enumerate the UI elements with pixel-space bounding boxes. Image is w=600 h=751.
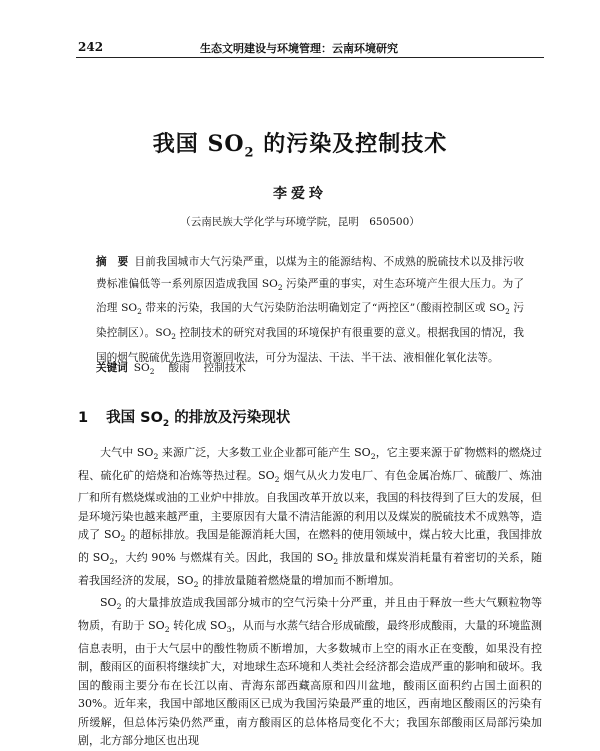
keywords-label: 关键词 [96,362,128,374]
header-rule [76,57,544,58]
author: 李爱玲 [273,186,327,202]
running-head: 生态文明建设与环境管理：云南环境研究 [200,42,398,55]
keyword-so2: $SO_2$ [133,362,155,377]
keywords [96,360,260,376]
keyword-control-tech: 控制技术 [203,362,247,374]
paragraph-2: $SO_2$ 的大量排放造成我国部分城市的空气污染十分严重，并且由于释放一些大气颗粒物等物质，有助于 $SO_2$ 转化成 $SO_3$，从而与水蒸气结合形成硫酸，最终形成酸雨，大量的环境监测信息表明，由于大气层中的酸性物质不断增加，大多数城市上空的雨水正在变酸，如果没有控制，酸雨区的面积将继续扩大，对地球生态环境和人类社会经济都会造成严重的影响和破坏。我国的酸雨主要分布在长江以南、青海东部西藏高原和四川盆地，酸雨区面积约占国土面积的 30%。近年来，我国中部地区酸雨区已成为我国污染最严重的地区，西南地区酸雨区的污染有所缓解，但总体污染仍然严重，南方酸雨区的总体格局变化不大；我国东部酸雨区局部污染加剧，北方部分地区也出现 [78,596,543,748]
keyword-acid-rain: 酸雨 [168,362,190,374]
paper-title: 我国 $SO_2$ 的污染及控制技术 [152,131,448,161]
section-number: 1 [78,410,89,426]
abstract-label: 摘 要 [96,256,129,268]
paragraph-1: 大气中 $SO_2$ 来源广泛，大多数工业企业都可能产生 $SO_2$，它主要来源于矿物燃料的燃烧过程、硫化矿的焙烧和冶炼等热过程。$SO_2$ 烟气从火力发电厂、有色金属冶炼厂、硫酸厂、炼油厂和所有燃烧煤或油的工业炉中排放。自我国改革开放以来，我国的科技得到了巨大的发展，但是环境污染也越来越严重，主要原因有大量不清洁能源的利用以及煤炭的脱硫技术不成熟等，造成了 $SO_2$ 的超标排放。我国是能源消耗大国，在燃料的使用领域中，煤占较大比重，我国排放的 $SO_2$，大约 90% 与燃煤有关。因此，我国的 $SO_2$ 排放量和煤炭消耗量有着密切的关系，随着我国经济的发展，$SO_2$ 的排放量随着燃烧量的增加而不断增加。 [78,446,543,589]
abstract: 摘 要 目前我国城市大气污染严重，以煤为主的能源结构、不成熟的脱硫技术以及排污收费标准偏低等一系列原因造成我国 $SO_2$ 污染严重的事实，对生态环境产生很大压力。为了治理 $SO_2$ 带来的污染，我国的大气污染防治法明确划定了“两控区”（酸雨控制区或 $SO_2$ 污染控制区）。$SO_2$ 控制技术的研究对我国的环境保护有很重要的意义。根据我国的情况，我国的烟气脱硫优先选用资源回收法，可分为湿法、干法、半干法、液相催化氧化法等。 [96,256,525,364]
body-text [78,444,542,751]
section-heading: 1 我国 $SO_2$ 的排放及污染现状 [78,410,291,429]
page-number: 242 [78,40,104,54]
affiliation: （云南民族大学化学与环境学院，昆明 650500） [180,216,420,228]
